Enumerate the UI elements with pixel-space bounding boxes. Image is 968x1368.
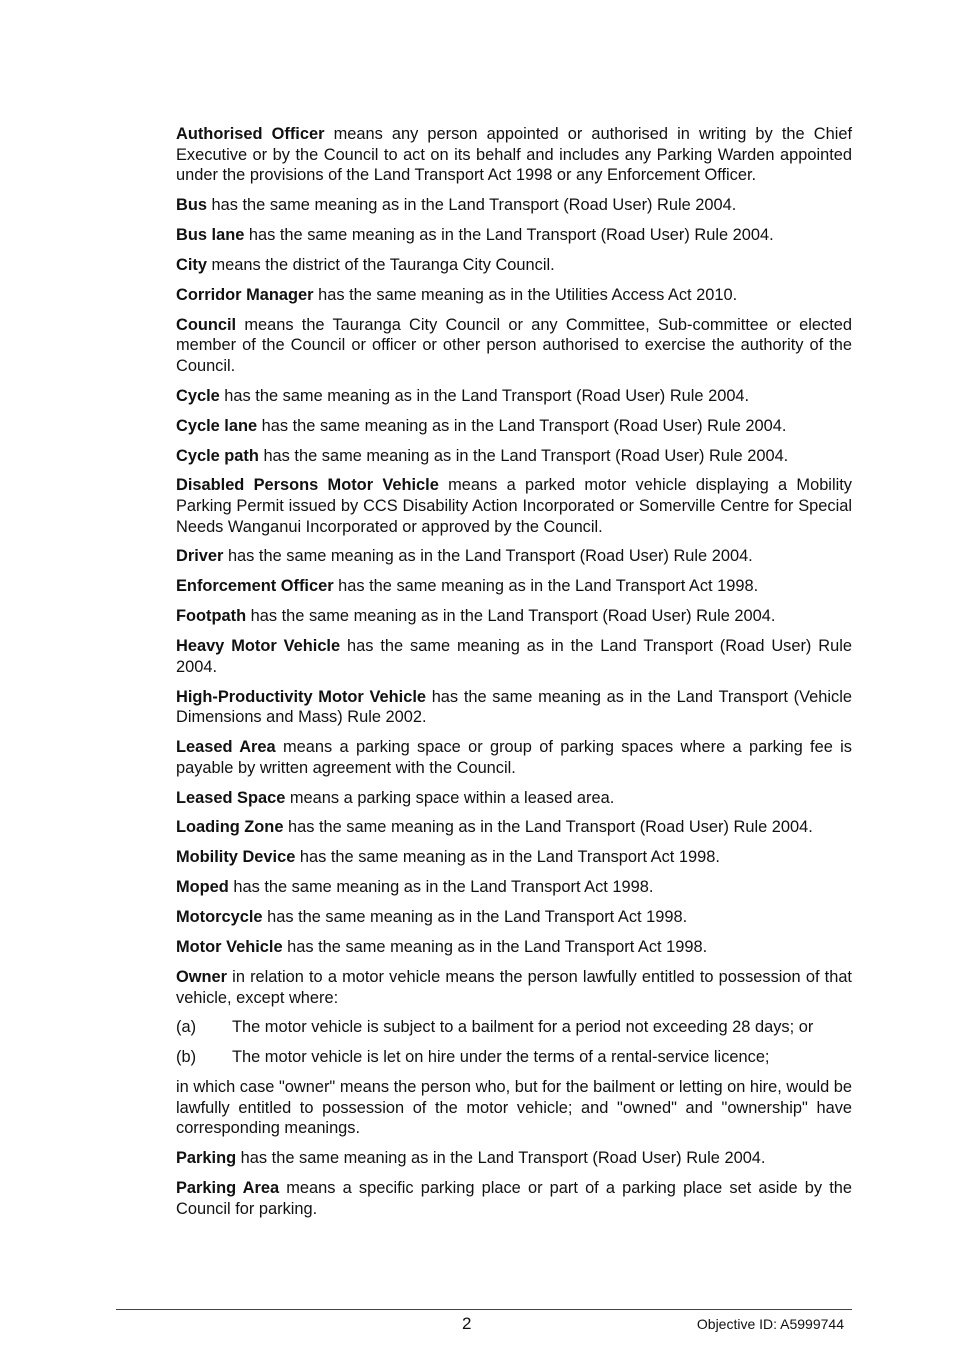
item-label: (a) — [176, 1018, 197, 1037]
definition-entry — [176, 1148, 852, 1169]
definition-entry — [176, 225, 852, 246]
definition-term: Driver — [176, 547, 224, 566]
definition-entry — [176, 546, 852, 567]
definition-term: Parking — [176, 1149, 237, 1168]
definition-text: has the same meaning as in the Land Transport (Vehicle Dimensions and Mass) Rule 2002. — [176, 687, 852, 727]
definition-text: has the same meaning as in the Land Transport (Road User) Rule 2004. — [258, 446, 789, 465]
definition-term: Bus — [176, 196, 207, 215]
definition-entry — [176, 386, 852, 407]
definition-term: Council — [176, 315, 237, 334]
definition-term: Cycle path — [176, 446, 259, 465]
definition-term: Cycle — [176, 386, 220, 405]
definition-term: Loading Zone — [176, 818, 284, 837]
definition-entry — [176, 124, 852, 186]
definition-text: means the Tauranga City Council or any Committee, Sub-committee or elected member of the Council or officer or other person authorised to exercise the authority of the Council. — [176, 315, 852, 375]
definition-term: Moped — [176, 878, 229, 897]
definition-text: means a parked motor vehicle displaying a Mobility Parking Permit issued by CCS Disability Action Incorporated or Somerville Centre for Special Needs Wanganui Incorporated or approved by the Council. — [176, 476, 852, 536]
item-label: (b) — [176, 1048, 197, 1067]
definition-term: Disabled Persons Motor Vehicle — [176, 476, 439, 495]
definition-text: in relation to a motor vehicle means the person lawfully entitled to possession of that vehicle, except where: — [176, 967, 852, 1007]
definition-text: means a parking space within a leased area. — [285, 788, 615, 807]
definition-entry — [176, 687, 852, 728]
definition-text: has the same meaning as in the Land Transport (Road User) Rule 2004. — [244, 225, 774, 244]
owner-exception-item — [176, 1047, 852, 1068]
definition-term: City — [176, 255, 207, 274]
footer-divider — [116, 1309, 852, 1310]
definition-text: has the same meaning as in the Land Transport (Road User) Rule 2004. — [176, 637, 853, 676]
definition-entry — [176, 475, 852, 537]
definitions-list-continued — [176, 1148, 852, 1219]
owner-note: in which case "owner" means the person who, but for the bailment or letting on hire, would be lawfully entitled to possession of the motor vehicle; and "owned" and "ownership" have corresponding meanings. — [176, 1078, 852, 1138]
definition-entry — [176, 737, 852, 778]
page-number: 2 — [462, 1314, 472, 1333]
definition-text: has the same meaning as in the Land Transport (Road User) Rule 2004. — [223, 547, 753, 566]
definition-term: Corridor Manager — [176, 285, 314, 304]
definition-text: has the same meaning as in the Land Transport (Road User) Rule 2004. — [219, 386, 750, 405]
definition-entry — [176, 847, 852, 868]
definitions-list — [176, 124, 852, 1008]
definition-entry — [176, 937, 852, 958]
definition-text: means any person appointed or authorised in writing by the Chief Executive or by the Council to act on its behalf and includes any Parking Warden appointed under the provisions of the Land Transport Act 1998 or any Enforcement Officer. — [176, 125, 853, 185]
definition-text: has the same meaning as in the Land Transport Act 1998. — [228, 878, 654, 897]
definition-text: means the district of the Tauranga City Council. — [206, 255, 555, 274]
definition-text: has the same meaning as in the Land Transport (Road User) Rule 2004. — [257, 416, 787, 435]
definition-term: Heavy Motor Vehicle — [176, 637, 341, 656]
definition-entry — [176, 315, 852, 377]
definition-text: has the same meaning as in the Land Transport Act 1998. — [262, 908, 688, 927]
definition-entry — [176, 576, 852, 597]
owner-exceptions-list — [176, 1017, 852, 1067]
definition-term: High-Productivity Motor Vehicle — [176, 687, 426, 706]
definition-term: Motorcycle — [176, 908, 263, 927]
definition-term: Leased Space — [176, 788, 286, 807]
definition-term: Bus lane — [176, 225, 245, 244]
definition-text: has the same meaning as in the Land Transport (Road User) Rule 2004. — [206, 196, 737, 215]
definition-term: Footpath — [176, 607, 247, 626]
definition-entry — [176, 255, 852, 276]
definition-entry — [176, 636, 852, 677]
definition-entry — [176, 446, 852, 467]
definition-term: Authorised Officer — [176, 125, 325, 143]
owner-exception-item — [176, 1017, 852, 1038]
definition-text: has the same meaning as in the Utilities Access Act 2010. — [313, 285, 738, 304]
definition-text: has the same meaning as in the Land Transport (Road User) Rule 2004. — [236, 1149, 766, 1168]
item-text: The motor vehicle is subject to a bailment for a period not exceeding 28 days; or — [232, 1018, 814, 1037]
definition-term: Parking Area — [176, 1179, 280, 1198]
definition-entry — [176, 606, 852, 627]
definition-entry — [176, 788, 852, 809]
definition-text: has the same meaning as in the Land Transport (Road User) Rule 2004. — [246, 607, 776, 626]
definition-text: means a parking space or group of parking spaces where a parking fee is payable by written agreement with the Council. — [176, 738, 852, 777]
definition-text: means a specific parking place or part of a parking place set aside by the Council for parking. — [176, 1179, 853, 1218]
definition-entry — [176, 967, 852, 1008]
definition-entry — [176, 817, 852, 838]
definition-entry — [176, 877, 852, 898]
definition-term: Motor Vehicle — [176, 938, 283, 957]
definition-text: has the same meaning as in the Land Transport Act 1998. — [333, 577, 759, 596]
definition-entry — [176, 195, 852, 216]
definition-text: has the same meaning as in the Land Transport Act 1998. — [295, 848, 720, 867]
objective-id: Objective ID: A5999744 — [696, 1316, 844, 1332]
definition-entry — [176, 907, 852, 928]
definition-entry — [176, 1178, 852, 1219]
definition-term: Mobility Device — [176, 848, 296, 867]
definition-term: Leased Area — [176, 738, 276, 757]
document-body — [176, 124, 852, 1229]
definition-text: has the same meaning as in the Land Transport (Road User) Rule 2004. — [283, 818, 813, 837]
definition-term: Owner — [176, 967, 228, 986]
item-text: The motor vehicle is let on hire under the terms of a rental-service licence; — [232, 1048, 770, 1067]
definition-term: Cycle lane — [176, 416, 258, 435]
definition-entry — [176, 285, 852, 306]
definition-text: has the same meaning as in the Land Transport Act 1998. — [282, 938, 708, 957]
definition-term: Enforcement Officer — [176, 577, 334, 596]
definition-entry — [176, 416, 852, 437]
